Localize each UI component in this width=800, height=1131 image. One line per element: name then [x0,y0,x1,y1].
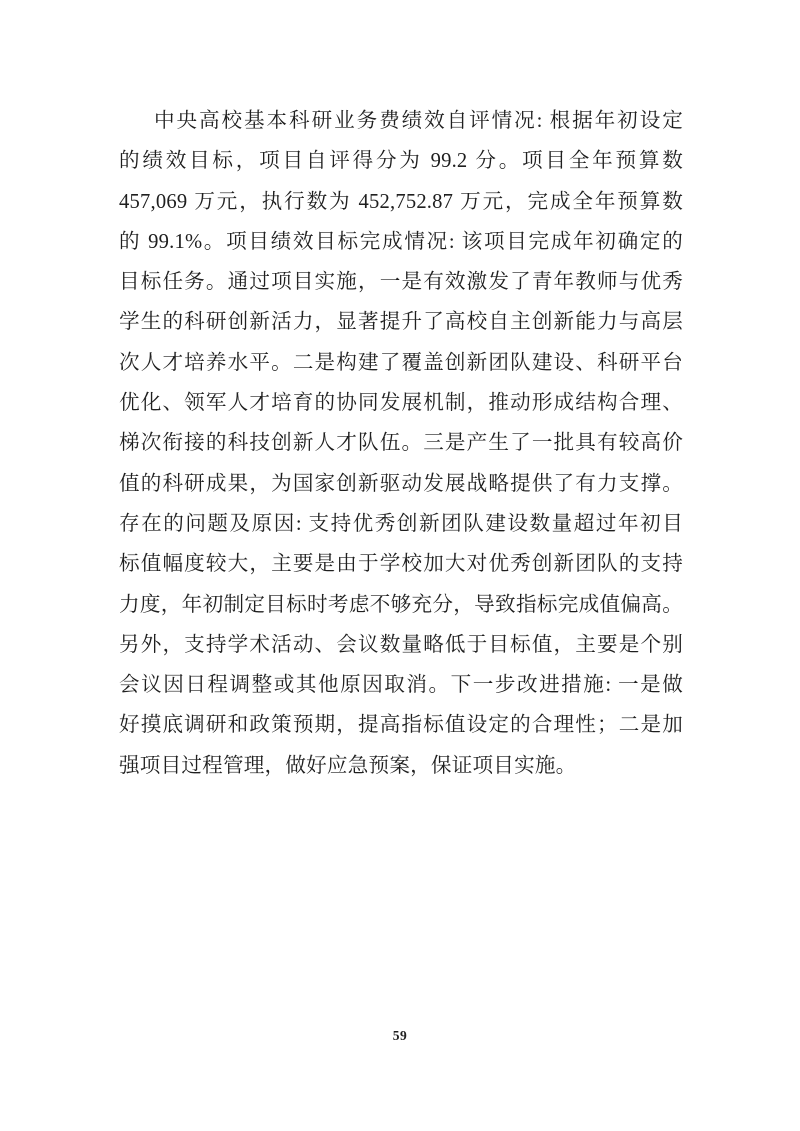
paragraph-line: 的绩效目标，项目自评得分为 99.2 分。项目全年预算数 [119,150,683,173]
page-footer [0,1027,800,1045]
paragraph-line: 目标任务。通过项目实施，一是有效激发了青年教师与优秀 [119,271,683,294]
paragraph-line: 值的科研成果，为国家创新驱动发展战略提供了有力支撑。 [119,472,683,495]
paragraph-line: 中央高校基本科研业务费绩效自评情况: 根据年初设定 [154,110,683,132]
page-number: 59 [392,1028,408,1043]
paragraph-line: 标值幅度较大，主要是由于学校加大对优秀创新团队的支持 [119,553,683,576]
paragraph-line: 学生的科研创新活力，显著提升了高校自主创新能力与高层 [119,311,683,334]
paragraph-line: 457,069 万元，执行数为 452,752.87 万元，完成全年预算数 [119,190,683,213]
paragraph-line: 力度，年初制定目标时考虑不够充分，导致指标完成值偏高。 [119,593,683,616]
paragraph-line: 强项目过程管理，做好应急预案，保证项目实施。 [119,754,577,777]
paragraph-line: 会议因日程调整或其他原因取消。下一步改进措施: 一是做 [119,674,683,697]
paragraph-line: 存在的问题及原因: 支持优秀创新团队建设数量超过年初目 [119,512,683,535]
paragraph-line: 梯次衔接的科技创新人才队伍。三是产生了一批具有较高价 [119,432,683,455]
paragraph-line: 优化、领军人才培育的协同发展机制，推动形成结构合理、 [119,392,683,415]
paragraph-line: 的 99.1%。项目绩效目标完成情况: 该项目完成年初确定的 [119,230,683,253]
report-paragraph [119,101,683,786]
paragraph-line: 另外，支持学术活动、会议数量略低于目标值，主要是个别 [119,633,683,656]
paragraph-line: 好摸底调研和政策预期，提高指标值设定的合理性；二是加 [119,714,683,737]
paragraph-line: 次人才培养水平。二是构建了覆盖创新团队建设、科研平台 [119,351,683,374]
